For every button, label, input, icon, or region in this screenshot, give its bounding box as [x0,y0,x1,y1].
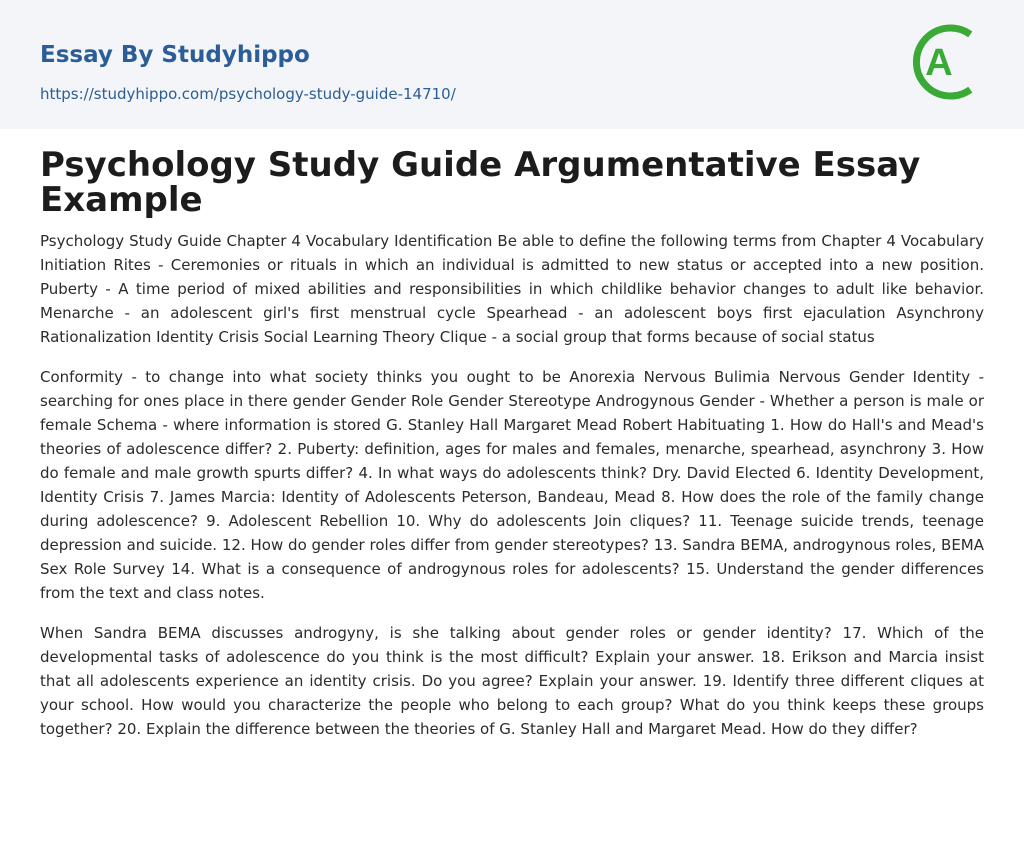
source-url-link[interactable]: https://studyhippo.com/psychology-study-guide-14710/ [40,85,456,103]
studyhippo-logo-icon[interactable] [912,20,986,104]
article-paragraph: When Sandra BEMA discusses androgyny, is she talking about gender roles or gender identity? 17. Which of the developmental tasks of adolescence do you think is the most difficult? Explain your answer. 18. Erikson and Marcia insist that all adolescents experience an identity crisis. Do you agree? Explain your answer. 19. Identify three different cliques at your school. How would you characterize the people who belong to each group? What do you think keeps these groups together? 20. Explain the difference between the theories of G. Stanley Hall and Margaret Mead. How do they differ? [40,624,984,738]
article-paragraph: Psychology Study Guide Chapter 4 Vocabulary Identification Be able to define the following terms from Chapter 4 Vocabulary Initiation Rites - Ceremonies or rituals in which an individual is admitted to new status or accepted into a new position. Puberty - A time period of mixed abilities and responsibilities in which childlike behavior changes to adult like behavior. Menarche - an adolescent girl's first menstrual cycle Spearhead - an adolescent boys first ejaculation Asynchrony Rationalization Identity Crisis Social Learning Theory Clique - a social group that forms because of social status [40,232,984,346]
article-body [40,229,984,757]
article-paragraph: Conformity - to change into what society thinks you ought to be Anorexia Nervous Bulimia Nervous Gender Identity - searching for ones place in there gender Gender Role Gender Stereotype Androgynous Gender - Whether a person is male or female Schema - where information is stored G. Stanley Hall Margaret Mead Robert Habituating 1. How do Hall's and Mead's theories of adolescence differ? 2. Puberty: definition, ages for males and females, menarche, spearhead, asynchrony 3. How do female and male growth spurts differ? 4. In what ways do adolescents think? Dry. David Elected 6. Identity Development, Identity Crisis 7. James Marcia: Identity of Adolescents Peterson, Bandeau, Mead 8. How does the role of the family change during adolescence? 9. Adolescent Rebellion 10. Why do adolescents Join cliques? 11. Teenage suicide trends, teenage depression and suicide. 12. How do gender roles differ from gender stereotypes? 13. Sandra BEMA, androgynous roles, BEMA Sex Role Survey 14. What is a consequence of androgynous roles for adolescents? 15. Understand the gender differences from the text and class notes. [40,368,984,602]
logo-letter: A [925,42,953,84]
article-title: Psychology Study Guide Argumentative Essay Example [40,145,921,220]
site-header [0,0,1024,129]
site-brand[interactable]: Essay By Studyhippo [40,42,310,68]
